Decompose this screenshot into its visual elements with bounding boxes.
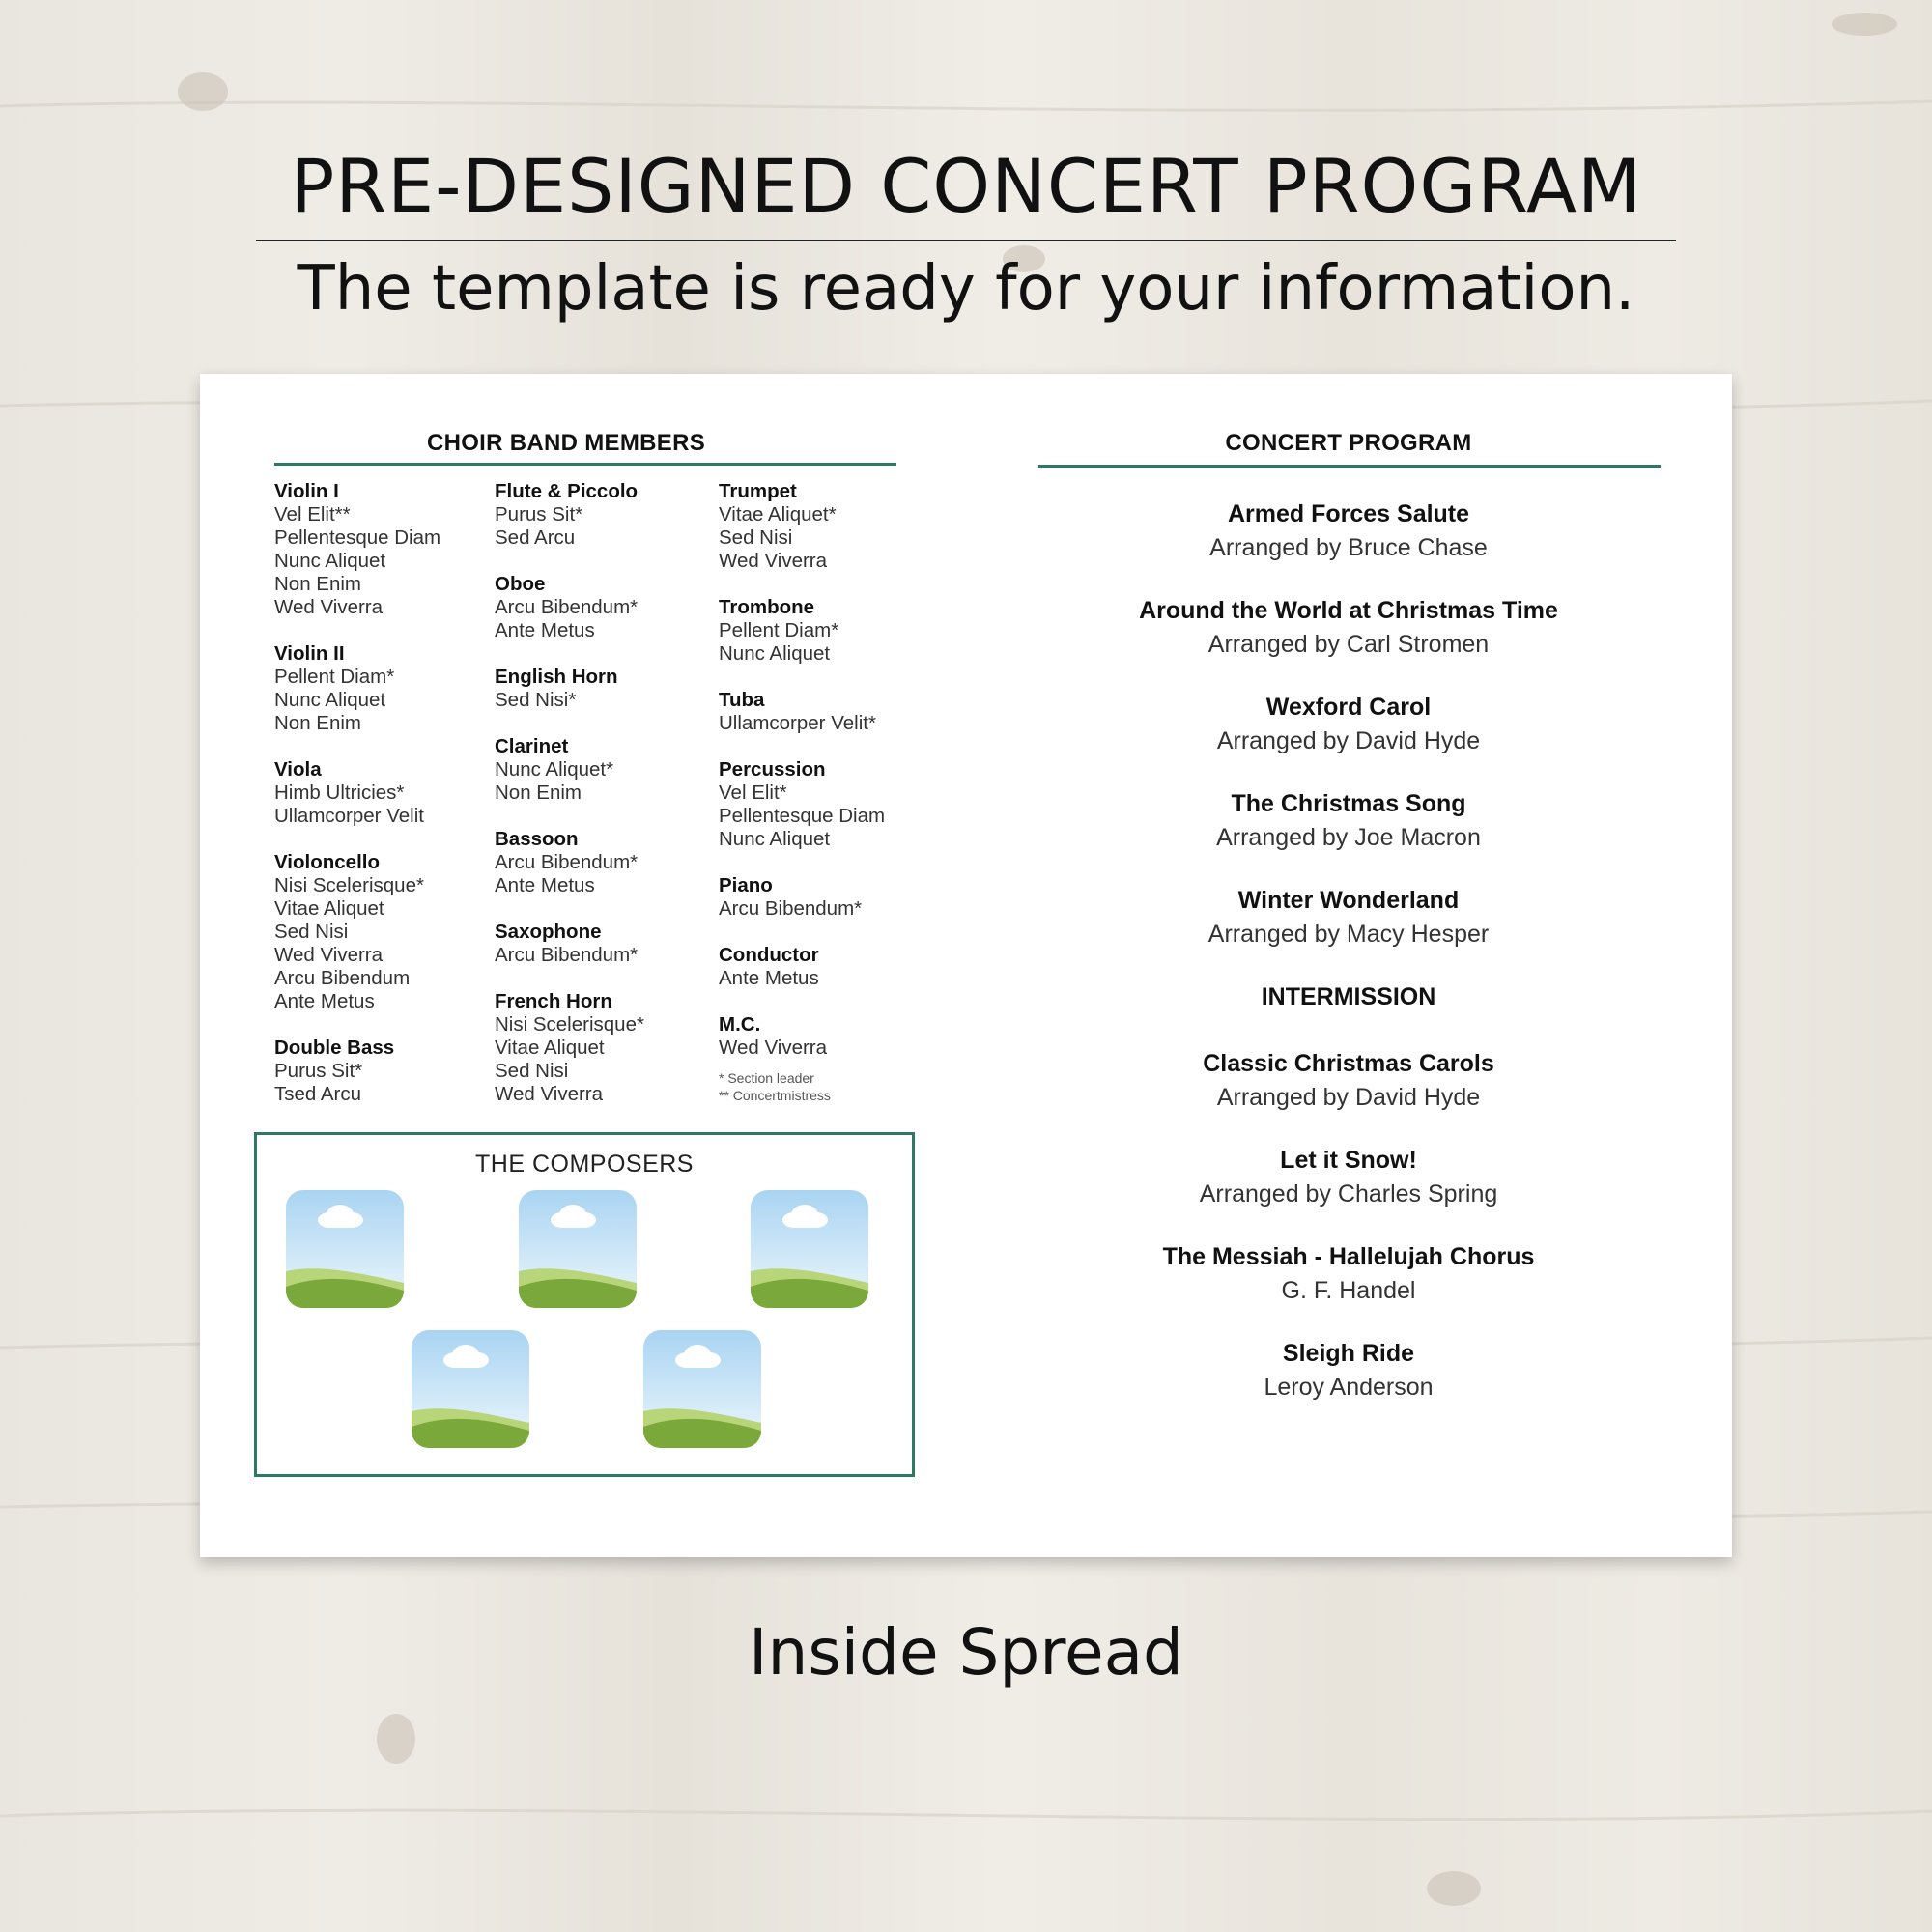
- instrument-heading: Conductor: [719, 944, 819, 966]
- intermission-label: INTERMISSION: [1261, 983, 1436, 1010]
- member-group: [495, 990, 644, 1106]
- landscape-image-icon: [519, 1190, 637, 1308]
- member-name: Arcu Bibendum*: [495, 851, 639, 873]
- instrument-heading: M.C.: [719, 1013, 761, 1036]
- landscape-image-icon: [286, 1190, 404, 1308]
- members-section-title: CHOIR BAND MEMBERS: [426, 430, 706, 456]
- composer-photo-placeholder[interactable]: [412, 1330, 529, 1448]
- piece-arranger: Arranged by David Hyde: [1216, 727, 1481, 754]
- composer-photo-placeholder[interactable]: [519, 1190, 637, 1308]
- member-name: Ullamcorper Velit: [274, 805, 424, 827]
- piece-arranger: Leroy Anderson: [1264, 1374, 1434, 1401]
- member-name: Tsed Arcu: [274, 1083, 362, 1105]
- piece-title: Around the World at Christmas Time: [1139, 597, 1558, 624]
- members-column-2: [495, 480, 644, 1129]
- member-group: [719, 689, 885, 735]
- instrument-heading: Saxophone: [495, 921, 602, 943]
- spread-caption: Inside Spread: [749, 1615, 1183, 1690]
- member-name: Vitae Aliquet*: [719, 503, 837, 526]
- program-item: [1037, 691, 1661, 758]
- member-name: Non Enim: [274, 573, 362, 595]
- member-name: Nunc Aliquet: [719, 642, 831, 665]
- piece-title: The Christmas Song: [1231, 790, 1466, 817]
- member-name: Purus Sit*: [495, 503, 583, 526]
- landscape-image-icon: [412, 1330, 529, 1448]
- piece-title: Armed Forces Salute: [1227, 500, 1470, 527]
- instrument-heading: Tuba: [719, 689, 765, 711]
- piece-arranger: Arranged by Joe Macron: [1216, 824, 1481, 851]
- piece-arranger: Arranged by Carl Stromen: [1208, 631, 1490, 658]
- member-name: Nisi Scelerisque*: [495, 1013, 644, 1036]
- instrument-heading: Flute & Piccolo: [495, 480, 639, 502]
- program-item: [1037, 594, 1661, 662]
- member-name: Wed Viverra: [719, 550, 828, 572]
- member-name: Ante Metus: [495, 874, 595, 896]
- composers-title: THE COMPOSERS: [475, 1151, 694, 1178]
- member-name: Vel Elit**: [274, 503, 351, 526]
- footnote: * Section leader: [719, 1070, 814, 1086]
- piece-title: Winter Wonderland: [1237, 887, 1460, 914]
- member-name: Non Enim: [495, 781, 582, 804]
- member-name: Purus Sit*: [274, 1060, 363, 1082]
- member-name: Sed Nisi: [274, 921, 349, 943]
- piece-arranger: G. F. Handel: [1281, 1277, 1416, 1304]
- instrument-heading: Trombone: [719, 596, 815, 618]
- instrument-heading: Double Bass: [274, 1037, 395, 1059]
- members-column-3: [719, 480, 885, 1104]
- program-spread: [200, 374, 1732, 1557]
- member-group: [274, 642, 440, 735]
- program-item: [1037, 1240, 1661, 1308]
- member-group: [719, 758, 885, 851]
- member-name: Arcu Bibendum: [274, 967, 411, 989]
- instrument-heading: Piano: [719, 874, 773, 896]
- member-group: [719, 1013, 885, 1060]
- instrument-heading: Violin I: [274, 480, 339, 502]
- piece-title: The Messiah - Hallelujah Chorus: [1162, 1243, 1535, 1270]
- member-name: Ante Metus: [495, 619, 595, 641]
- instrument-heading: Trumpet: [719, 480, 797, 502]
- member-name: Wed Viverra: [495, 1083, 604, 1105]
- landscape-image-icon: [751, 1190, 868, 1308]
- member-group: [274, 758, 440, 828]
- member-name: Arcu Bibendum*: [495, 596, 639, 618]
- member-name: Ante Metus: [274, 990, 375, 1012]
- instrument-heading: Clarinet: [495, 735, 569, 757]
- member-name: Ante Metus: [719, 967, 819, 989]
- piece-title: Classic Christmas Carols: [1203, 1050, 1494, 1077]
- piece-title: Let it Snow!: [1280, 1147, 1417, 1174]
- member-name: Nisi Scelerisque*: [274, 874, 424, 896]
- piece-arranger: Arranged by David Hyde: [1216, 1084, 1481, 1111]
- member-group: [495, 735, 644, 805]
- composers-panel: [254, 1132, 915, 1477]
- composer-photo-placeholder[interactable]: [643, 1330, 761, 1448]
- member-name: Wed Viverra: [274, 944, 384, 966]
- page-subtitle: The template is ready for your information.: [297, 253, 1635, 325]
- member-name: Nunc Aliquet: [274, 689, 386, 711]
- member-group: [719, 944, 885, 990]
- instrument-heading: Violoncello: [274, 851, 380, 873]
- member-name: Vitae Aliquet: [274, 897, 384, 920]
- footnote: ** Concertmistress: [719, 1088, 831, 1103]
- program-item: [1037, 884, 1661, 952]
- instrument-heading: French Horn: [495, 990, 612, 1012]
- piece-arranger: Arranged by Charles Spring: [1199, 1180, 1498, 1208]
- member-name: Vel Elit*: [719, 781, 787, 804]
- member-group: [495, 666, 644, 712]
- member-name: Nunc Aliquet: [719, 828, 831, 850]
- member-name: Arcu Bibendum*: [719, 897, 863, 920]
- instrument-heading: Viola: [274, 758, 322, 781]
- member-name: Wed Viverra: [719, 1037, 828, 1059]
- landscape-image-icon: [643, 1330, 761, 1448]
- member-group: [495, 921, 644, 967]
- member-group: [719, 480, 885, 573]
- program-item: [1037, 1337, 1661, 1405]
- member-group: [495, 573, 644, 642]
- member-name: Nunc Aliquet*: [495, 758, 614, 781]
- members-column-1: [274, 480, 440, 1129]
- program-item: [1037, 1144, 1661, 1211]
- member-name: Ullamcorper Velit*: [719, 712, 876, 734]
- member-name: Nunc Aliquet: [274, 550, 386, 572]
- member-name: Pellentesque Diam: [719, 805, 886, 827]
- member-group: [719, 596, 885, 666]
- member-name: Non Enim: [274, 712, 362, 734]
- member-name: Sed Nisi: [719, 526, 793, 549]
- member-name: Sed Nisi: [495, 1060, 569, 1082]
- member-name: Himb Ultricies*: [274, 781, 405, 804]
- composer-photo-placeholder[interactable]: [286, 1190, 404, 1308]
- title-divider: [256, 240, 1676, 242]
- instrument-heading: Oboe: [495, 573, 546, 595]
- member-name: Pellentesque Diam: [274, 526, 441, 549]
- member-group: [274, 1037, 440, 1106]
- program-item: [1037, 497, 1661, 565]
- composer-photo-placeholder[interactable]: [751, 1190, 868, 1308]
- program-item: [1037, 1047, 1661, 1115]
- members-title-rule: [274, 463, 896, 466]
- member-name: Sed Arcu: [495, 526, 576, 549]
- piece-title: Sleigh Ride: [1282, 1340, 1415, 1367]
- member-name: Pellent Diam*: [719, 619, 839, 641]
- program-item: [1037, 787, 1661, 855]
- member-group: [495, 480, 644, 550]
- member-name: Arcu Bibendum*: [495, 944, 639, 966]
- instrument-heading: Percussion: [719, 758, 826, 781]
- piece-arranger: Arranged by Macy Hesper: [1208, 921, 1490, 948]
- member-name: Vitae Aliquet: [495, 1037, 605, 1059]
- instrument-heading: Bassoon: [495, 828, 579, 850]
- member-name: Sed Nisi*: [495, 689, 577, 711]
- program-section-title: CONCERT PROGRAM: [1225, 430, 1472, 456]
- piece-arranger: Arranged by Bruce Chase: [1209, 534, 1488, 561]
- program-list: [1037, 497, 1661, 1434]
- member-group: [274, 480, 440, 619]
- footnotes: [719, 1069, 885, 1104]
- member-group: [274, 851, 440, 1013]
- member-name: Wed Viverra: [274, 596, 384, 618]
- instrument-heading: English Horn: [495, 666, 618, 688]
- member-name: Pellent Diam*: [274, 666, 395, 688]
- member-group: [719, 874, 885, 921]
- page-title: PRE-DESIGNED CONCERT PROGRAM: [290, 143, 1642, 229]
- piece-title: Wexford Carol: [1265, 694, 1432, 721]
- member-group: [495, 828, 644, 897]
- instrument-heading: Violin II: [274, 642, 345, 665]
- program-title-rule: [1038, 465, 1661, 468]
